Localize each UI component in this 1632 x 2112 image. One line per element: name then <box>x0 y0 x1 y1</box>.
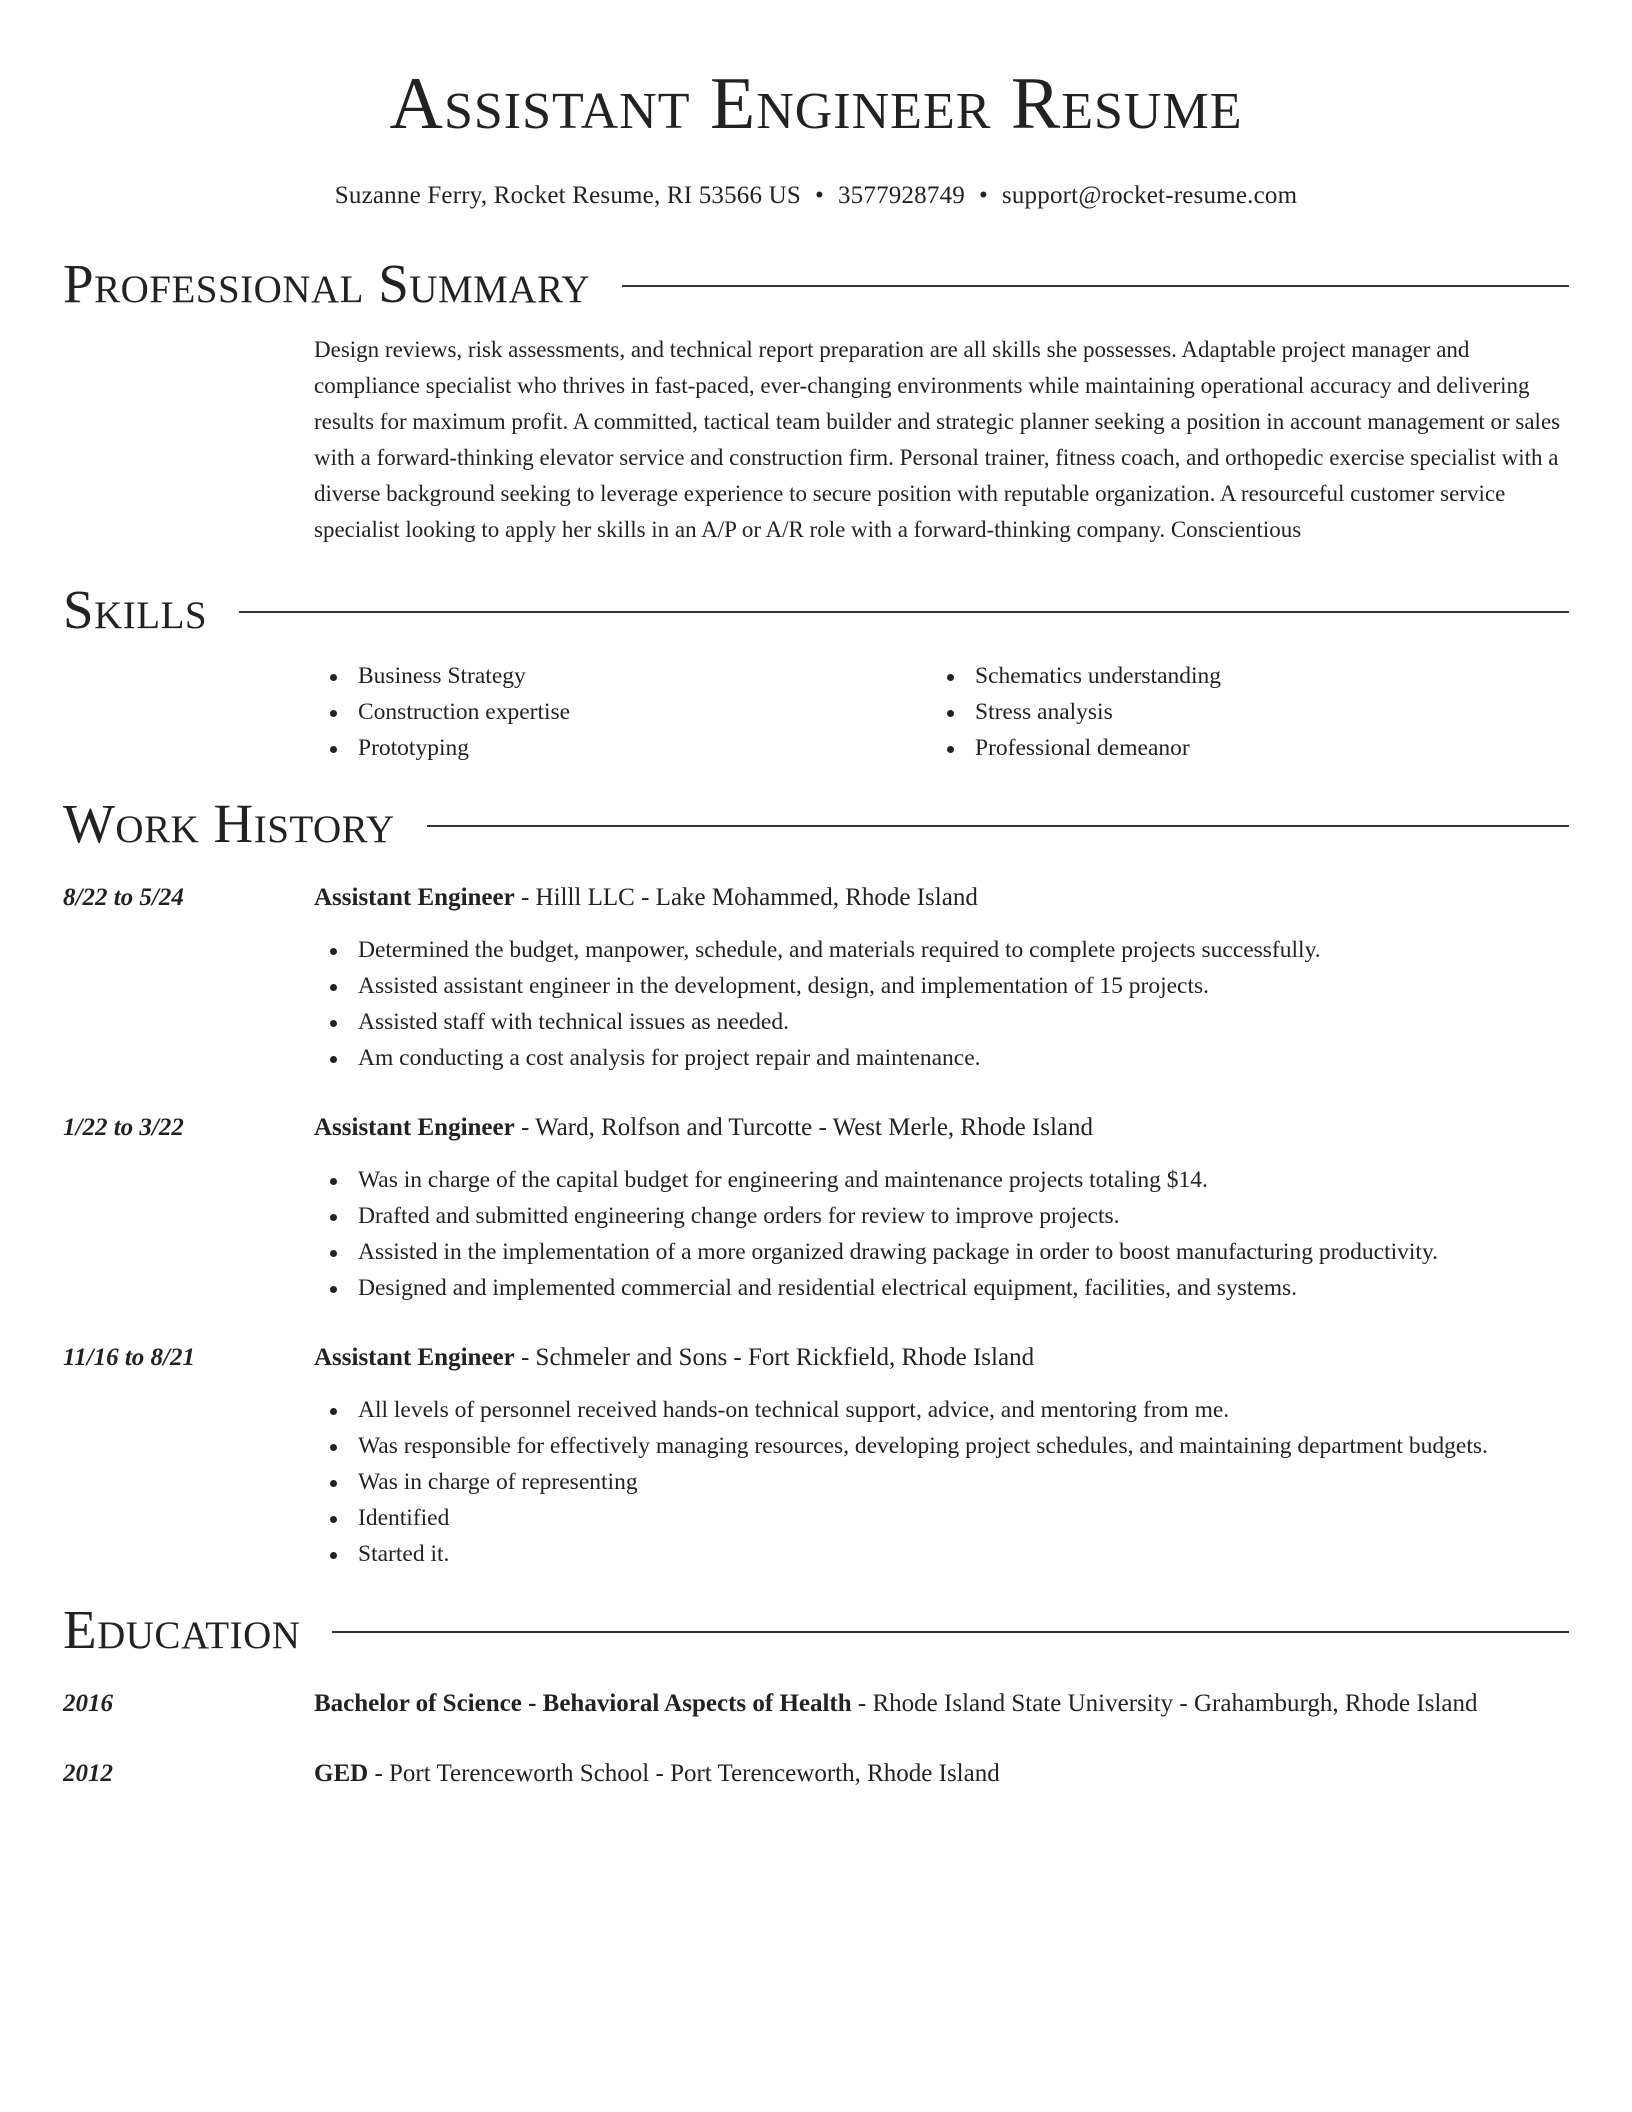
job-bullets <box>314 1162 1569 1306</box>
job-bullet: Determined the budget, manpower, schedule, and materials required to complete projects successfully. <box>314 932 1569 968</box>
education-entry <box>63 1756 1569 1792</box>
job-bullet: Was in charge of representing <box>314 1464 1569 1500</box>
summary-text: Design reviews, risk assessments, and technical report preparation are all skills she possesses. Adaptable project manager and compliance specialist who thrives in fast-paced, ever-changing environments while maintaining operational accuracy and delivering results for maximum profit. A committed, tactical team builder and strategic planner seeking a position in account management or sales with a forward-thinking elevator service and construction firm. Personal trainer, fitness coach, and orthopedic exercise specialist with a diverse background seeking to leverage experience to secure position with reputable organization. A resourceful customer service specialist looking to apply her skills in an A/P or A/R role with a forward-thinking company. Conscientious <box>314 337 1561 542</box>
job-entry <box>63 1110 1569 1306</box>
job-title-line <box>314 1340 1569 1376</box>
job-employer: - Hilll LLC - Lake Mohammed, Rhode Island <box>514 884 978 911</box>
skill-item: Schematics understanding <box>931 658 1548 694</box>
education-year: 2012 <box>63 1760 113 1787</box>
job-bullet: Designed and implemented commercial and residential electrical equipment, facilities, and systems. <box>314 1270 1569 1306</box>
education-year: 2016 <box>63 1690 113 1717</box>
job-title: Assistant Engineer <box>314 1344 515 1371</box>
section-divider <box>427 825 1569 827</box>
job-bullet: Assisted staff with technical issues as needed. <box>314 1004 1569 1040</box>
skill-item: Stress analysis <box>931 694 1548 730</box>
job-bullet: Was responsible for effectively managing resources, developing project schedules, and maintaining department budgets. <box>314 1428 1569 1464</box>
education-entry <box>63 1686 1569 1722</box>
skills-list <box>314 658 1569 766</box>
skill-item: Business Strategy <box>314 658 931 694</box>
job-bullet: All levels of personnel received hands-on technical support, advice, and mentoring from me. <box>314 1392 1569 1428</box>
summary-section-header <box>63 250 1569 318</box>
section-divider <box>622 285 1569 287</box>
education-school: - Port Terenceworth School - Port Terenceworth, Rhode Island <box>368 1760 1000 1787</box>
work-section-header <box>63 790 1569 858</box>
skills-section-header <box>63 576 1569 644</box>
job-bullet: Was in charge of the capital budget for engineering and maintenance projects totaling $14. <box>314 1162 1569 1198</box>
contact-separator: • <box>978 182 988 209</box>
job-bullet: Started it. <box>314 1536 1569 1572</box>
job-dates: 11/16 to 8/21 <box>63 1344 195 1371</box>
skills-column-left <box>314 658 931 766</box>
job-dates: 1/22 to 3/22 <box>63 1114 184 1141</box>
section-divider <box>332 1631 1569 1633</box>
job-bullet: Assisted assistant engineer in the development, design, and implementation of 15 projects. <box>314 968 1569 1004</box>
education-heading: Education <box>63 1599 301 1660</box>
job-dates: 8/22 to 5/24 <box>63 884 184 911</box>
contact-line <box>63 180 1569 212</box>
job-entry <box>63 1340 1569 1572</box>
skill-item: Professional demeanor <box>931 730 1548 766</box>
work-heading: Work History <box>63 793 395 854</box>
job-employer: - Ward, Rolfson and Turcotte - West Merle, Rhode Island <box>514 1114 1094 1141</box>
job-title: Assistant Engineer <box>314 884 515 911</box>
job-employer: - Schmeler and Sons - Fort Rickfield, Rhode Island <box>514 1344 1035 1371</box>
job-title: Assistant Engineer <box>314 1114 515 1141</box>
contact-address: Suzanne Ferry, Rocket Resume, RI 53566 US <box>334 182 802 209</box>
education-section-header <box>63 1596 1569 1664</box>
contact-email: support@rocket-resume.com <box>1001 182 1298 209</box>
job-bullet: Drafted and submitted engineering change orders for review to improve projects. <box>314 1198 1569 1234</box>
job-bullets <box>314 1392 1569 1572</box>
job-title-line <box>314 880 1569 916</box>
skills-column-right <box>931 658 1548 766</box>
job-header <box>63 1110 1569 1146</box>
job-bullets <box>314 932 1569 1076</box>
education-line <box>314 1686 1569 1722</box>
education-school: - Rhode Island State University - Grahamburgh, Rhode Island <box>851 1690 1478 1717</box>
job-bullet: Am conducting a cost analysis for project repair and maintenance. <box>314 1040 1569 1076</box>
job-bullet: Identified <box>314 1500 1569 1536</box>
job-bullet: Assisted in the implementation of a more organized drawing package in order to boost manufacturing productivity. <box>314 1234 1569 1270</box>
skill-item: Prototyping <box>314 730 931 766</box>
contact-separator: • <box>815 182 824 209</box>
summary-heading: Professional Summary <box>63 253 591 314</box>
job-header <box>63 1340 1569 1376</box>
job-entry <box>63 880 1569 1076</box>
resume-title: Assistant Engineer Resume <box>389 63 1243 145</box>
skill-item: Construction expertise <box>314 694 931 730</box>
job-title-line <box>314 1110 1569 1146</box>
section-divider <box>239 611 1569 613</box>
job-header <box>63 880 1569 916</box>
contact-phone: 3577928749 <box>837 182 965 209</box>
education-line <box>314 1756 1569 1792</box>
education-degree: GED <box>314 1760 369 1787</box>
skills-heading: Skills <box>63 579 208 640</box>
education-degree: Bachelor of Science - Behavioral Aspects of Health <box>314 1690 852 1717</box>
